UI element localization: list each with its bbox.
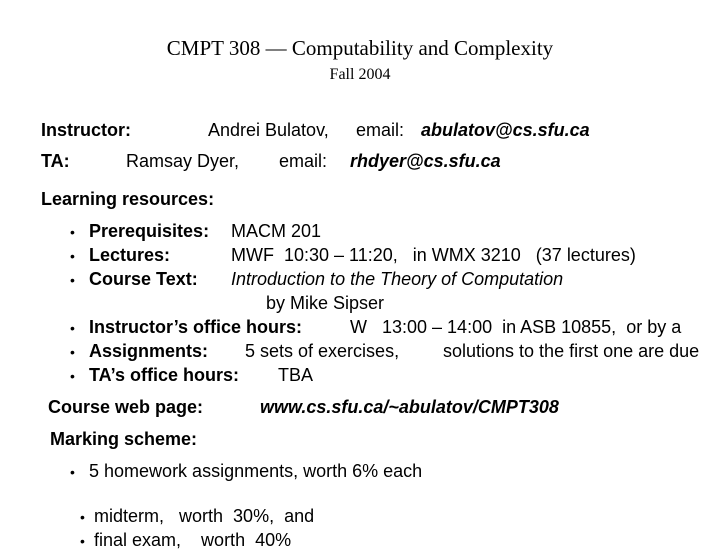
instructor-name: Andrei Bulatov,: [208, 120, 329, 140]
instructor-label: Instructor:: [41, 120, 131, 140]
marking-item: [70, 509, 291, 551]
bullet-icon: •: [70, 224, 75, 240]
marking-item-text: midterm, worth 30%, and: [94, 506, 315, 526]
item-value-secondary: solutions to the first one are due: [443, 341, 700, 361]
item-label: Assignments:: [89, 341, 209, 361]
resource-item-lectures: [70, 245, 170, 266]
marking-item-text: 5 homework assignments, worth 6% each: [89, 461, 423, 481]
item-value: 5 sets of exercises,: [245, 341, 400, 361]
item-value: W 13:00 – 14:00 in ASB 10855, or by a: [350, 317, 682, 337]
resource-item-prerequisites: [70, 221, 209, 242]
marking-scheme-heading: Marking scheme:: [50, 429, 198, 449]
resource-item-assignments: [70, 341, 208, 362]
resource-item-course-text: [70, 269, 198, 290]
ta-email-link[interactable]: rhdyer@cs.sfu.ca: [350, 151, 501, 171]
bullet-icon: •: [70, 320, 75, 336]
marking-item-text: final exam, worth 40%: [94, 530, 292, 550]
slide-title: CMPT 308 — Computability and Complexity: [166, 36, 554, 60]
item-label: Lectures:: [89, 245, 171, 265]
course-text-author: by Mike Sipser: [266, 293, 385, 313]
web-page-label: Course web page:: [48, 397, 204, 417]
resource-item-instructor-office-hours: [70, 317, 302, 338]
bullet-icon: •: [70, 248, 75, 264]
bullet-icon: •: [80, 533, 85, 549]
web-page-link[interactable]: www.cs.sfu.ca/~abulatov/CMPT308: [260, 397, 559, 417]
bullet-icon: •: [70, 464, 75, 480]
marking-item: [70, 461, 422, 482]
instructor-email-label: email:: [356, 120, 405, 140]
course-text-title: Introduction to the Theory of Computation: [231, 269, 564, 289]
ta-email-label: email:: [279, 151, 328, 171]
slide-subtitle-term: Fall 2004: [329, 66, 391, 83]
ta-label: TA:: [41, 151, 70, 171]
bullet-icon: •: [70, 344, 75, 360]
bullet-icon: •: [80, 509, 85, 525]
learning-resources-heading: Learning resources:: [41, 189, 215, 209]
resource-item-ta-office-hours: [70, 365, 239, 386]
item-label: Course Text:: [89, 269, 198, 289]
item-value: MACM 201: [231, 221, 322, 241]
item-label: Instructor’s office hours:: [89, 317, 303, 337]
item-label: Prerequisites:: [89, 221, 210, 241]
item-label: TA’s office hours:: [89, 365, 240, 385]
bullet-icon: •: [70, 272, 75, 288]
ta-name: Ramsay Dyer,: [126, 151, 240, 171]
bullet-icon: •: [70, 368, 75, 384]
item-value: MWF 10:30 – 11:20, in WMX 3210 (37 lectures): [231, 245, 636, 265]
item-value: TBA: [278, 365, 314, 385]
instructor-email-link[interactable]: abulatov@cs.sfu.ca: [421, 120, 590, 140]
